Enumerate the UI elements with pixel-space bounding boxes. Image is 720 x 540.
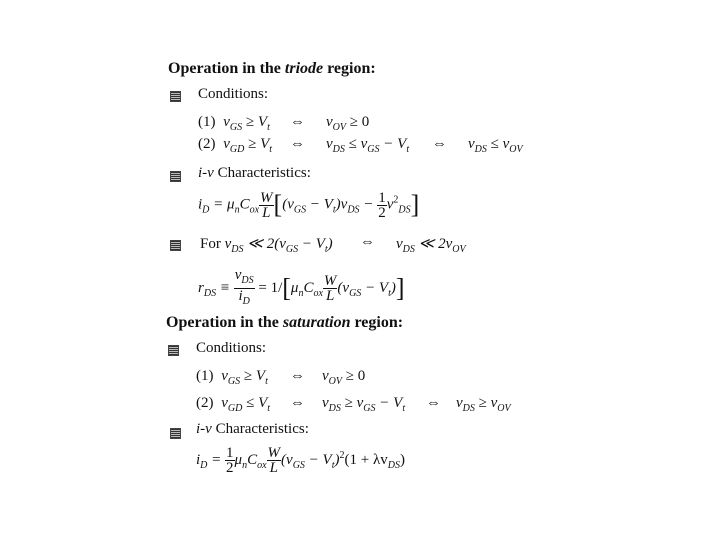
w-over-l-fraction: $\frac{W}{L}$ [260,189,273,221]
half-fraction: $\frac{1}{2}$ [378,189,386,221]
condition-number: (1) [198,114,216,130]
saturation-condition-1: (1) $v_{GS} \ge V_t$ [196,368,268,387]
equivalence-icon: ⇔ [290,368,305,384]
heading-text: Operation in the [168,60,285,77]
bullet-icon [170,171,181,182]
bullet-icon [168,345,179,356]
triode-condition-1: (1) $v_{GS} \ge V_t$ [198,114,270,133]
w-over-l-fraction: $\frac{W}{L}$ [323,273,337,304]
bullet-icon [170,428,181,439]
saturation-heading [166,314,403,332]
heading-text: region: [323,60,376,77]
vds-over-id-fraction: $\frac{v_{DS}}{i_D}$ [234,267,254,307]
equivalence-icon: ⇔ [360,234,375,250]
half-fraction: $\frac{1}{2}$ [226,445,234,476]
triode-condition-2: (2) $v_{GD} \ge V_t$ [198,136,273,155]
triode-condition-2-mid: $v_{DS} \le v_{GS} - V_t$ [326,136,410,155]
triode-conditions-label: Conditions: [198,86,269,102]
triode-condition-2-rhs: $v_{DS} \le v_{OV}$ [468,136,523,155]
triode-rds-equation: $r_{DS}$ ≡ $\frac{v_{DS}}{i_D}$ = $1/[\mu_nC_{ox}$ $\frac{W}{L}$ $(v_{GS} - V_t)$] [198,267,405,307]
saturation-condition-2-rhs: $v_{DS} \ge v_{OV}$ [456,395,511,414]
heading-emphasis: saturation [282,314,351,331]
condition-number: (1) [196,368,214,384]
heading-text: Operation in the [166,314,283,331]
condition-number: (2) [198,136,216,152]
saturation-id-equation: $i_D$ = $\frac{1}{2}$ $\mu_nC_{ox}$ $\frac{W}{L}$ $(v_{GS} - V_t)^2(1 + \lambda v_{DS})$ [196,445,405,476]
equivalence-icon: ⇔ [290,114,305,130]
equivalence-icon: ⇔ [290,136,305,152]
heading-emphasis: triode [284,60,324,77]
bullet-icon [170,91,181,102]
condition-number: (2) [196,395,214,411]
equivalence-icon: ⇔ [432,136,447,152]
triode-heading [168,60,376,78]
triode-iv-label: i-v Characteristics: [198,165,311,181]
heading-text: region: [350,314,404,331]
triode-condition-1-rhs: $v_{OV} \ge 0$ [326,114,370,133]
triode-for-condition: For $v_{DS}$ ≪ $2(v_{GS} - V_t)$ [200,236,333,255]
equivalence-icon: ⇔ [426,395,441,411]
saturation-iv-label: i-v Characteristics: [196,421,309,437]
saturation-condition-1-rhs: $v_{OV} \ge 0$ [322,368,366,387]
triode-for-rhs: $v_{DS}$ ≪ $2v_{OV}$ [396,236,466,255]
equivalence-icon: ⇔ [290,395,305,411]
saturation-conditions-label: Conditions: [196,340,267,356]
saturation-condition-2-mid: $v_{DS} \ge v_{GS} - V_t$ [322,395,406,414]
bullet-icon [170,240,181,251]
saturation-condition-2: (2) $v_{GD} \le V_t$ [196,395,271,414]
w-over-l-fraction: $\frac{W}{L}$ [267,445,281,476]
triode-id-equation: $i_D = \mu_nC_{ox}$ $\frac{W}{L}$ [$(v_{GS} - V_t)v_{DS}$ − $\frac{1}{2}$ $v^2_{DS}$] [198,189,420,221]
